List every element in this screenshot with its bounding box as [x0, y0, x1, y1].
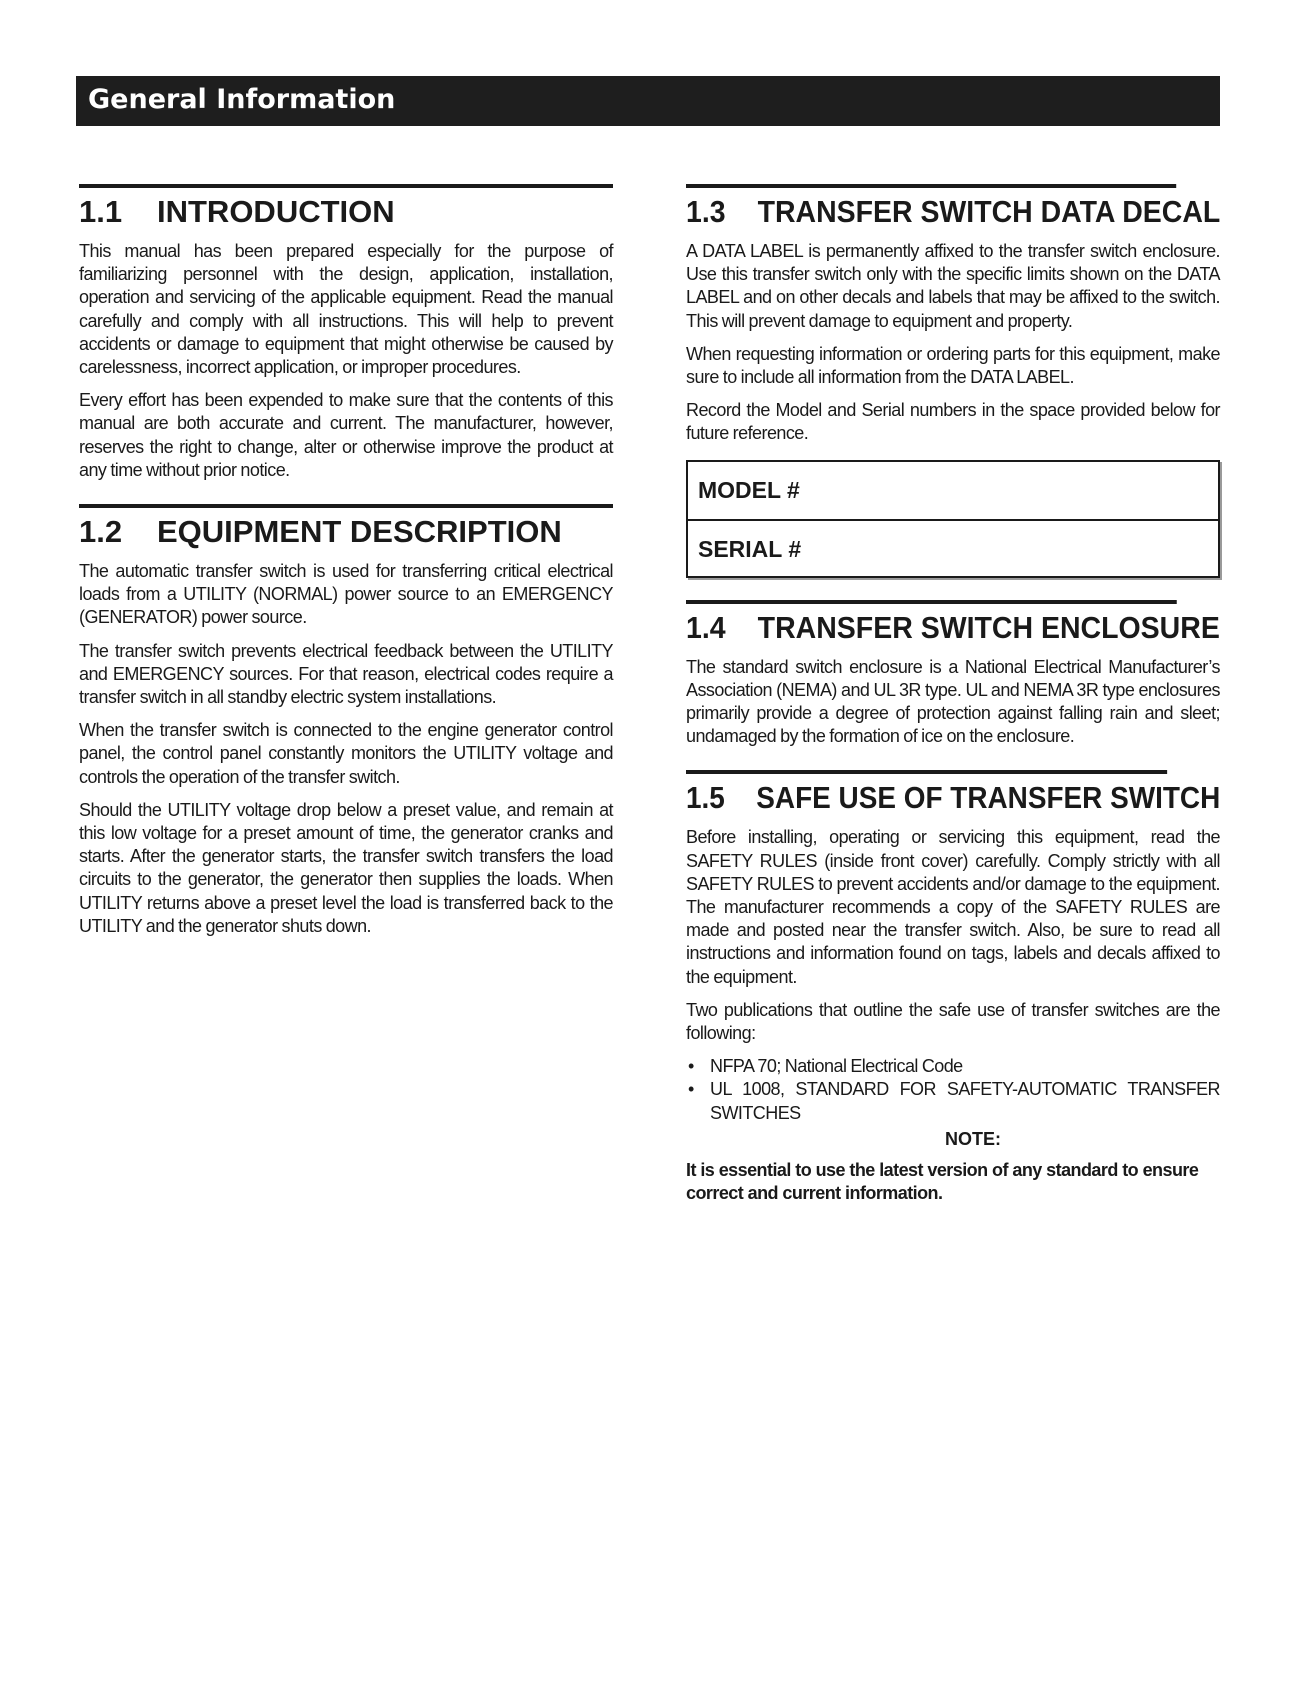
paragraph: A DATA LABEL is permanently affixed to the transfer switch enclosure. Use this transfer switch only with the specific limits shown on the DATA LABEL and on other decals and labels that may be affixed to the switch. This will prevent damage to equipment and property.	[686, 241, 1220, 331]
section-number: 1.1	[79, 194, 123, 229]
paragraph: Every effort has been expended to make sure that the contents of this manual are both accurate and current. The manufacturer, however, reserves the right to change, alter or otherwise improve the product at any time without prior notice.	[79, 390, 613, 480]
section-number: 1.2	[79, 514, 123, 550]
section-equipment-description	[79, 504, 613, 938]
note-text: It is essential to use the latest version of any standard to ensure correct and current information.	[686, 1159, 1199, 1204]
section-number: 1.5	[686, 780, 725, 816]
section-heading	[79, 184, 613, 232]
paragraph: The transfer switch prevents electrical feedback between the UTILITY and EMERGENCY sources. For that reason, electrical codes require a transfer switch in all standby electric system installations.	[79, 640, 613, 708]
section-title: TRANSFER SWITCH ENCLOSURE	[757, 609, 1220, 645]
section-safe-use	[686, 770, 1220, 1205]
list-item: • NFPA 70; National Electrical Code	[686, 1055, 1220, 1078]
section-heading	[686, 184, 1221, 232]
page-header-title: General Information	[88, 84, 396, 115]
paragraph: When the transfer switch is connected to the engine generator control panel, the control panel constantly monitors the UTILITY voltage and controls the operation of the transfer switch.	[79, 720, 613, 787]
note-label: NOTE:	[945, 1128, 1001, 1149]
paragraph: Record the Model and Serial numbers in the space provided below for future reference.	[686, 400, 1220, 444]
model-serial-box	[686, 460, 1220, 578]
paragraph: The automatic transfer switch is used for transferring critical electrical loads from a UTILITY (NORMAL) power source to an EMERGENCY (GENERATOR) power source.	[79, 561, 613, 628]
section-title: TRANSFER SWITCH DATA DECAL	[757, 194, 1221, 229]
left-column	[79, 184, 613, 960]
right-column	[686, 184, 1220, 1228]
section-number: 1.4	[686, 609, 726, 645]
publications-list	[686, 1055, 1220, 1125]
section-introduction	[79, 184, 613, 482]
paragraph: Should the UTILITY voltage drop below a preset value, and remain at this low voltage for a preset amount of time, the generator cranks and starts. After the generator starts, the transfer switch transfers the load circuits to the generator, the generator then supplies the loads. When UTILITY returns above a preset level the load is transferred back to the UTILITY and the generator shuts down.	[79, 799, 613, 936]
paragraph: When requesting information or ordering parts for this equipment, make sure to include all information from the DATA LABEL.	[686, 343, 1220, 388]
section-heading	[686, 600, 1220, 648]
section-title: INTRODUCTION	[157, 194, 395, 229]
list-item: • UL 1008, STANDARD FOR SAFETY-AUTOMATIC TRANSFER SWITCHES	[686, 1078, 1220, 1124]
paragraph: Two publications that outline the safe use of transfer switches are the following:	[686, 999, 1220, 1044]
section-data-decal	[686, 184, 1220, 578]
page-header-bar	[76, 76, 1220, 126]
section-title: SAFE USE OF TRANSFER SWITCH	[756, 780, 1221, 816]
paragraph: The standard switch enclosure is a National Electrical Manufacturer’s Association (NEMA) and UL 3R type. UL and NEMA 3R type enclosures primarily provide a degree of protection against falling rain and sleet; undamaged by the formation of ice on the enclosure.	[686, 656, 1220, 747]
section-heading	[686, 770, 1221, 818]
section-title: EQUIPMENT DESCRIPTION	[157, 514, 562, 550]
section-number: 1.3	[686, 194, 726, 229]
model-number-field: MODEL #	[698, 476, 800, 503]
section-enclosure	[686, 600, 1220, 749]
paragraph: Before installing, operating or servicing this equipment, read the SAFETY RULES (inside front cover) carefully. Comply strictly with all SAFETY RULES to prevent accidents and/or damage to the equipment. The manufacturer recommends a copy of the SAFETY RULES are made and posted near the transfer switch. Also, be sure to read all instructions and information found on tags, labels and decals affixed to the equipment.	[686, 827, 1220, 987]
serial-number-field: SERIAL #	[688, 519, 1218, 576]
section-heading	[79, 504, 613, 552]
paragraph: This manual has been prepared especially for the purpose of familiarizing personnel with the design, application, installation, operation and servicing of the applicable equipment. Read the manual carefully and comply with all instructions. This will help to prevent accidents or damage to equipment that might otherwise be caused by carelessness, incorrect application, or improper procedures.	[79, 241, 613, 378]
